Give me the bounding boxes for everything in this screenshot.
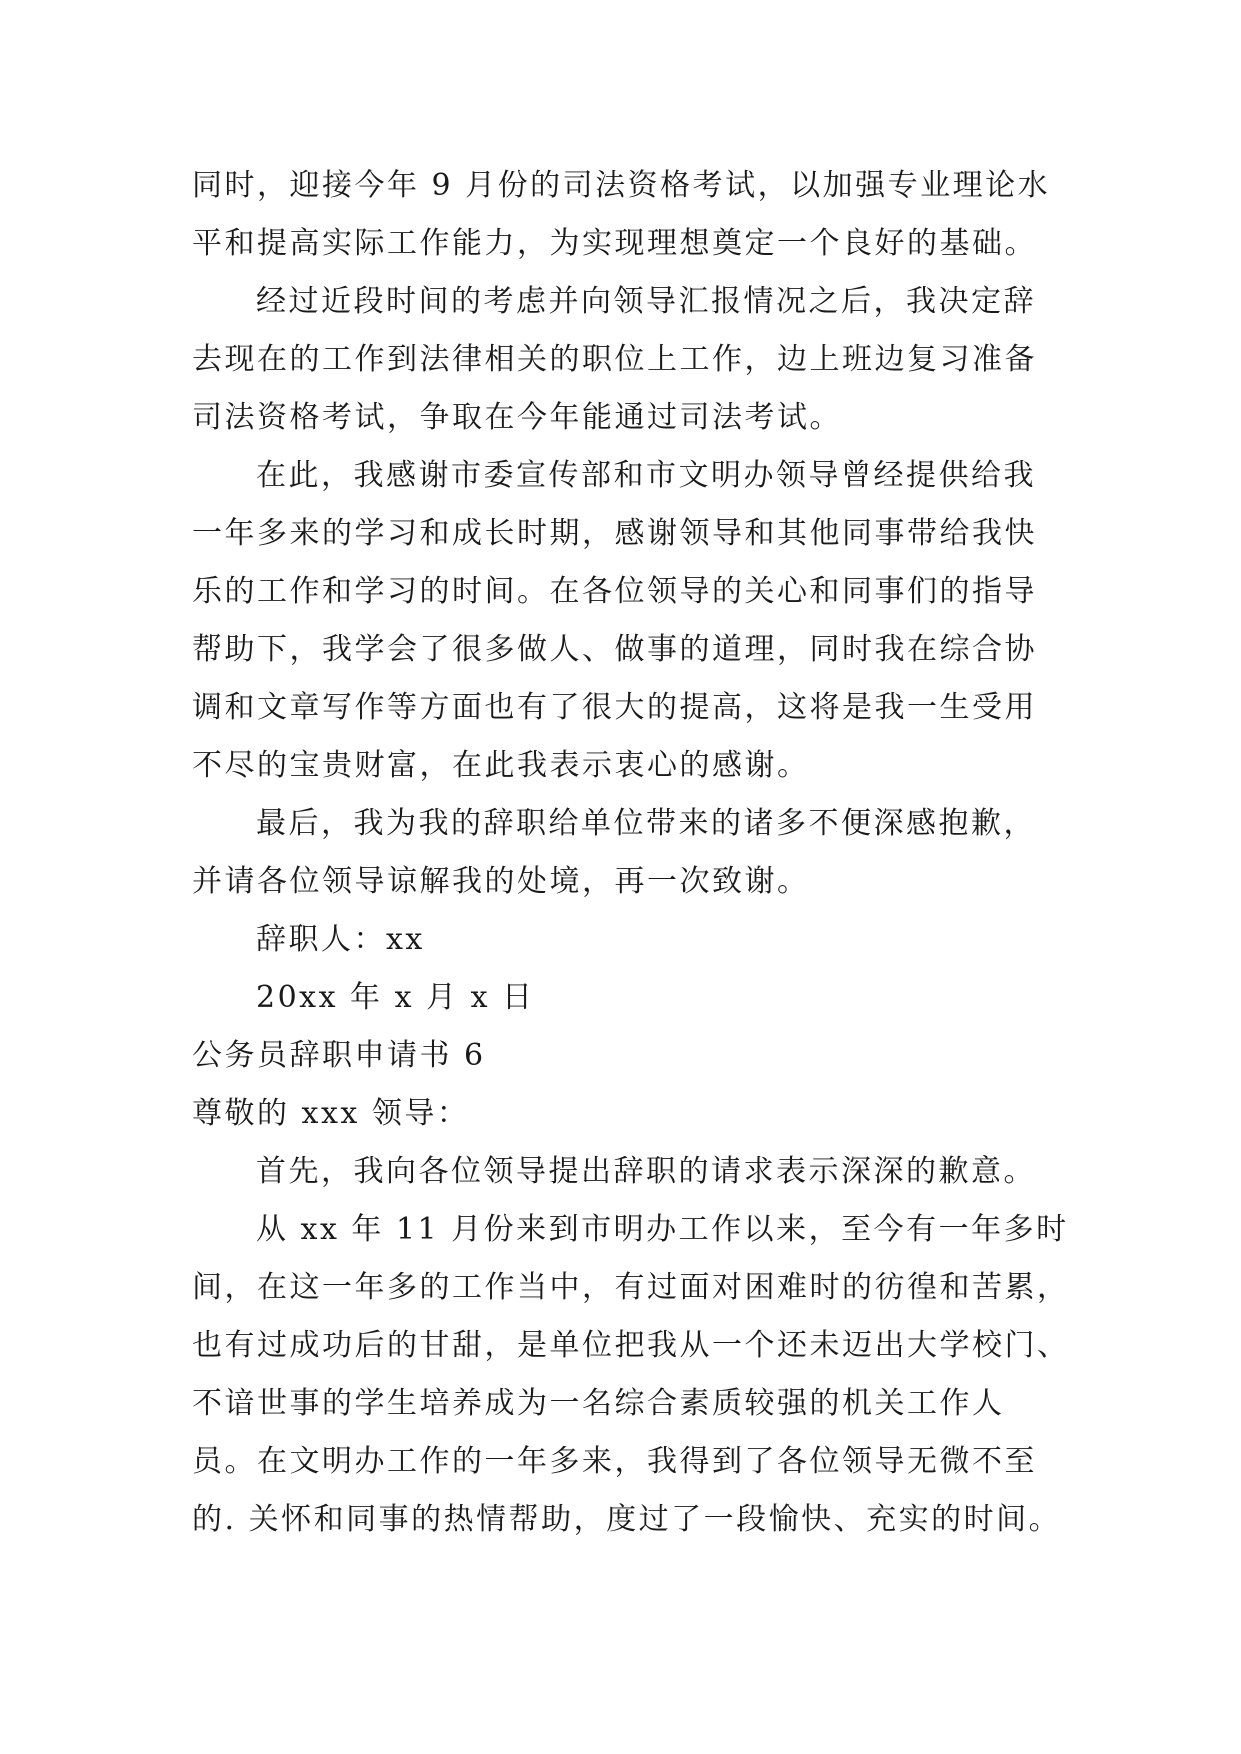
document-body — [192, 157, 1072, 1549]
text-line: 员。在文明办工作的一年多来，我得到了各位领导无微不至 — [192, 1444, 1037, 1479]
text-line: 也有过成功后的甘甜，是单位把我从一个还未迈出大学校门、 — [192, 1328, 1070, 1363]
text-line: 不尽的宝贵财富，在此我表示衷心的感谢。 — [192, 748, 810, 783]
paragraph-start-line: 最后，我为我的辞职给单位带来的诸多不便深感抱歉， — [256, 806, 1036, 841]
text-line: 去现在的工作到法律相关的职位上工作，边上班边复习准备 — [192, 342, 1037, 377]
text-line: 不谙世事的学生培养成为一名综合素质较强的机关工作人 — [192, 1386, 1005, 1421]
paragraph-start-line: 从 xx 年 11 月份来到市明办工作以来，至今有一年多时 — [256, 1212, 1069, 1247]
text-line: 乐的工作和学习的时间。在各位领导的关心和同事们的指导 — [192, 574, 1037, 609]
text-line: 并请各位领导谅解我的处境，再一次致谢。 — [192, 864, 810, 899]
date-line: 20xx 年 x 月 x 日 — [256, 980, 535, 1015]
text-line: 同时，迎接今年 9 月份的司法资格考试，以加强专业理论水 — [192, 168, 1051, 203]
text-line: 的. 关怀和同事的热情帮助，度过了一段愉快、充实的时间。 — [192, 1502, 1062, 1537]
paragraph-start-line: 在此，我感谢市委宣传部和市文明办领导曾经提供给我 — [256, 458, 1036, 493]
paragraph-start-line: 首先，我向各位领导提出辞职的请求表示深深的歉意。 — [256, 1154, 1036, 1189]
section-title: 公务员辞职申请书 6 — [192, 1038, 486, 1073]
text-line: 平和提高实际工作能力，为实现理想奠定一个良好的基础。 — [192, 226, 1037, 261]
signature-line: 辞职人：xx — [256, 922, 425, 957]
salutation-line: 尊敬的 xxx 领导： — [192, 1096, 470, 1131]
text-line: 司法资格考试，争取在今年能通过司法考试。 — [192, 400, 842, 435]
text-line: 帮助下，我学会了很多做人、做事的道理，同时我在综合协 — [192, 632, 1037, 667]
text-line: 调和文章写作等方面也有了很大的提高，这将是我一生受用 — [192, 690, 1037, 725]
text-line: 间，在这一年多的工作当中，有过面对困难时的彷徨和苦累， — [192, 1270, 1070, 1305]
text-line: 一年多来的学习和成长时期，感谢领导和其他同事带给我快 — [192, 516, 1037, 551]
paragraph-start-line: 经过近段时间的考虑并向领导汇报情况之后，我决定辞 — [256, 284, 1036, 319]
